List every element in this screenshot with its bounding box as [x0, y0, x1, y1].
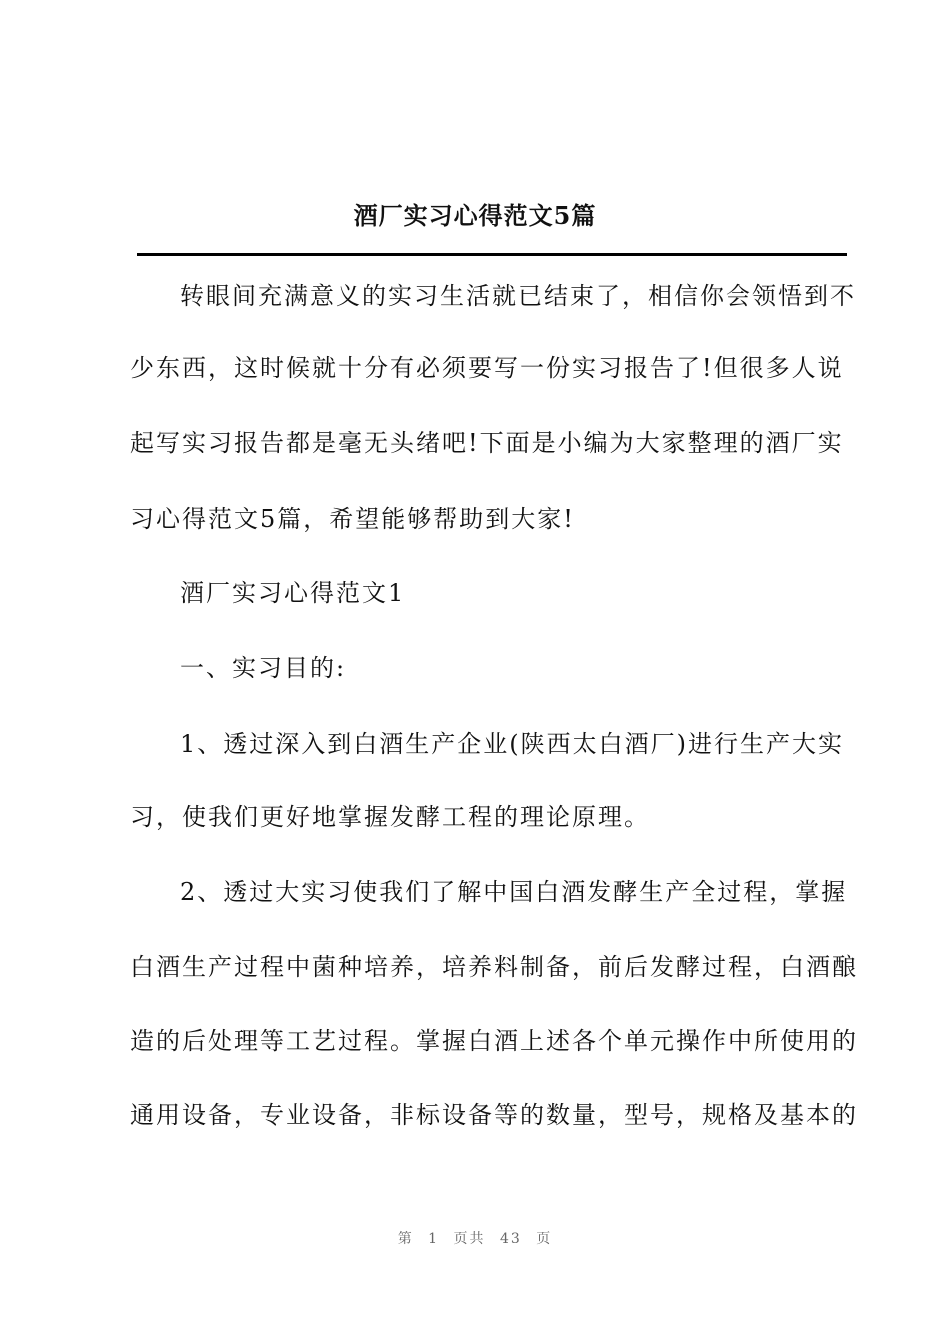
paragraph-line: 通用设备，专业设备，非标设备等的数量，型号，规格及基本的 — [130, 1101, 858, 1129]
subsection-heading: 一、实习目的: — [180, 654, 347, 682]
paragraph-line: 起写实习报告都是毫无头绪吧!下面是小编为大家整理的酒厂实 — [130, 429, 844, 457]
paragraph-line: 1、透过深入到白酒生产企业(陕西太白酒厂)进行生产大实 — [180, 730, 844, 758]
paragraph-line: 少东西，这时候就十分有必须要写一份实习报告了!但很多人说 — [130, 354, 844, 382]
paragraph-line: 习，使我们更好地掌握发酵工程的理论原理。 — [130, 803, 650, 831]
paragraph-line: 白酒生产过程中菌种培养，培养料制备，前后发酵过程，白酒酿 — [130, 953, 858, 981]
paragraph-line: 造的后处理等工艺过程。掌握白酒上述各个单元操作中所使用的 — [130, 1027, 858, 1055]
page-number-footer: 第 1 页共 43 页 — [397, 1231, 553, 1247]
paragraph-line: 2、透过大实习使我们了解中国白酒发酵生产全过程，掌握 — [180, 878, 848, 906]
document-title: 酒厂实习心得范文5篇 — [353, 201, 597, 230]
section-heading: 酒厂实习心得范文1 — [180, 579, 406, 607]
paragraph-line: 习心得范文5篇，希望能够帮助到大家! — [130, 505, 575, 533]
paragraph-line: 转眼间充满意义的实习生活就已结束了，相信你会领悟到不 — [180, 282, 856, 310]
title-underline — [137, 253, 847, 256]
